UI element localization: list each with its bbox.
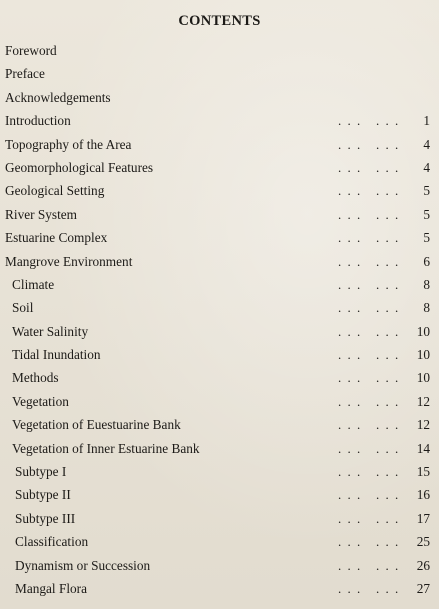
leader-dots: . . . xyxy=(338,206,362,222)
toc-page-number: 5 xyxy=(423,183,430,199)
toc-entry-label: Subtype II xyxy=(15,487,71,503)
toc-entry xyxy=(0,554,439,577)
leader-dots: . . . xyxy=(376,370,400,386)
toc-entry xyxy=(0,343,439,366)
toc-page-number: 17 xyxy=(416,510,430,526)
toc-entry-label: Foreword xyxy=(5,43,57,58)
toc-entry-label: Tidal Inundation xyxy=(12,347,101,363)
toc-entry-label: Vegetation of Inner Estuarine Bank xyxy=(12,440,200,456)
toc-entry xyxy=(0,577,439,600)
toc-entry xyxy=(0,226,439,249)
leader-dots: . . . xyxy=(338,370,362,386)
toc-entry xyxy=(0,39,439,62)
toc-entry xyxy=(0,86,439,109)
toc-entry xyxy=(0,530,439,553)
toc-entry-label: Methods xyxy=(12,370,59,386)
leader-dots: . . . xyxy=(376,347,400,363)
leader-dots: . . . xyxy=(338,440,362,456)
toc-page-number: 15 xyxy=(416,464,430,480)
toc-entry xyxy=(0,203,439,226)
toc-entry-label: Geomorphological Features xyxy=(5,159,154,175)
toc-page-number: 10 xyxy=(416,370,430,386)
leader-dots: . . . xyxy=(376,487,400,503)
toc-entry-label: Climate xyxy=(12,276,55,292)
leader-dots: . . . xyxy=(338,276,362,292)
toc-entry-label: Estuarine Complex xyxy=(5,230,108,246)
toc-page-number: 12 xyxy=(416,417,430,433)
toc-entry-label: Topography of the Area xyxy=(5,136,132,152)
toc-entry xyxy=(0,179,439,202)
leader-dots: . . . xyxy=(338,464,362,480)
leader-dots: . . . xyxy=(338,253,362,269)
toc-entry-label: Acknowledgements xyxy=(5,89,111,105)
toc-entry xyxy=(0,133,439,156)
toc-page-number: 5 xyxy=(423,206,430,222)
toc-entry-label: Dynamism or Succession xyxy=(15,557,151,573)
leader-dots: . . . xyxy=(376,113,400,129)
leader-dots: . . . xyxy=(376,276,400,292)
leader-dots: . . . xyxy=(338,113,362,129)
toc-page-number: 6 xyxy=(423,253,430,269)
toc-entry xyxy=(0,320,439,343)
leader-dots: . . . xyxy=(376,230,400,246)
toc-entry-label: Mangrove Environment xyxy=(5,253,133,269)
toc-page-number: 27 xyxy=(416,580,430,596)
leader-dots: . . . xyxy=(376,417,400,433)
leader-dots: . . . xyxy=(376,159,400,175)
leader-dots: . . . xyxy=(376,136,400,152)
toc-entry-label: Vegetation xyxy=(12,393,69,409)
leader-dots: . . . xyxy=(376,440,400,456)
toc-page-number: 10 xyxy=(416,323,430,339)
toc-entry-label: Subtype III xyxy=(15,510,76,526)
toc-page-number: 26 xyxy=(416,557,430,573)
toc-entry-label: Introduction xyxy=(5,113,71,129)
leader-dots: . . . xyxy=(338,159,362,175)
toc-entry xyxy=(0,296,439,319)
toc-page-number: 4 xyxy=(423,159,430,175)
leader-dots: . . . xyxy=(376,464,400,480)
leader-dots: . . . xyxy=(338,136,362,152)
toc-entry-label: Preface xyxy=(5,66,45,82)
toc-entry xyxy=(0,366,439,389)
toc-entry xyxy=(0,413,439,436)
leader-dots: . . . xyxy=(338,510,362,526)
leader-dots: . . . xyxy=(338,347,362,363)
toc-page-number: 16 xyxy=(416,487,430,503)
toc-entry-label: Subtype I xyxy=(15,464,67,480)
leader-dots: . . . xyxy=(338,417,362,433)
toc-page-number: 1 xyxy=(423,113,430,129)
toc-entry-label: River System xyxy=(5,206,78,222)
toc-entry xyxy=(0,62,439,85)
leader-dots: . . . xyxy=(376,323,400,339)
toc-entry xyxy=(0,156,439,179)
toc-page-number: 8 xyxy=(423,276,430,292)
leader-dots: . . . xyxy=(376,557,400,573)
table-of-contents xyxy=(0,39,439,600)
toc-entry xyxy=(0,437,439,460)
toc-entry xyxy=(0,273,439,296)
leader-dots: . . . xyxy=(338,557,362,573)
leader-dots: . . . xyxy=(376,300,400,316)
leader-dots: . . . xyxy=(338,183,362,199)
leader-dots: . . . xyxy=(338,580,362,596)
leader-dots: . . . xyxy=(338,300,362,316)
page-title: CONTENTS xyxy=(178,13,261,29)
leader-dots: . . . xyxy=(338,230,362,246)
leader-dots: . . . xyxy=(376,253,400,269)
toc-entry xyxy=(0,109,439,132)
toc-page-number: 4 xyxy=(423,136,430,152)
toc-page-number: 10 xyxy=(416,347,430,363)
leader-dots: . . . xyxy=(338,487,362,503)
leader-dots: . . . xyxy=(338,393,362,409)
leader-dots: . . . xyxy=(376,534,400,550)
toc-page-number: 5 xyxy=(423,230,430,246)
toc-entry-label: Classification xyxy=(15,534,89,550)
toc-entry xyxy=(0,507,439,530)
toc-entry xyxy=(0,460,439,483)
toc-entry xyxy=(0,250,439,273)
leader-dots: . . . xyxy=(338,534,362,550)
leader-dots: . . . xyxy=(376,580,400,596)
toc-entry-label: Soil xyxy=(12,300,34,316)
leader-dots: . . . xyxy=(376,183,400,199)
leader-dots: . . . xyxy=(338,323,362,339)
leader-dots: . . . xyxy=(376,393,400,409)
toc-entry-label: Water Salinity xyxy=(12,323,89,339)
toc-page-number: 14 xyxy=(416,440,430,456)
toc-page-number: 25 xyxy=(416,534,430,550)
toc-entry-label: Vegetation of Euestuarine Bank xyxy=(12,417,181,433)
toc-page-number: 12 xyxy=(416,393,430,409)
toc-entry-label: Mangal Flora xyxy=(15,580,88,596)
toc-entry xyxy=(0,390,439,413)
leader-dots: . . . xyxy=(376,206,400,222)
toc-entry xyxy=(0,483,439,506)
toc-page-number: 8 xyxy=(423,300,430,316)
leader-dots: . . . xyxy=(376,510,400,526)
toc-entry-label: Geological Setting xyxy=(5,183,105,199)
